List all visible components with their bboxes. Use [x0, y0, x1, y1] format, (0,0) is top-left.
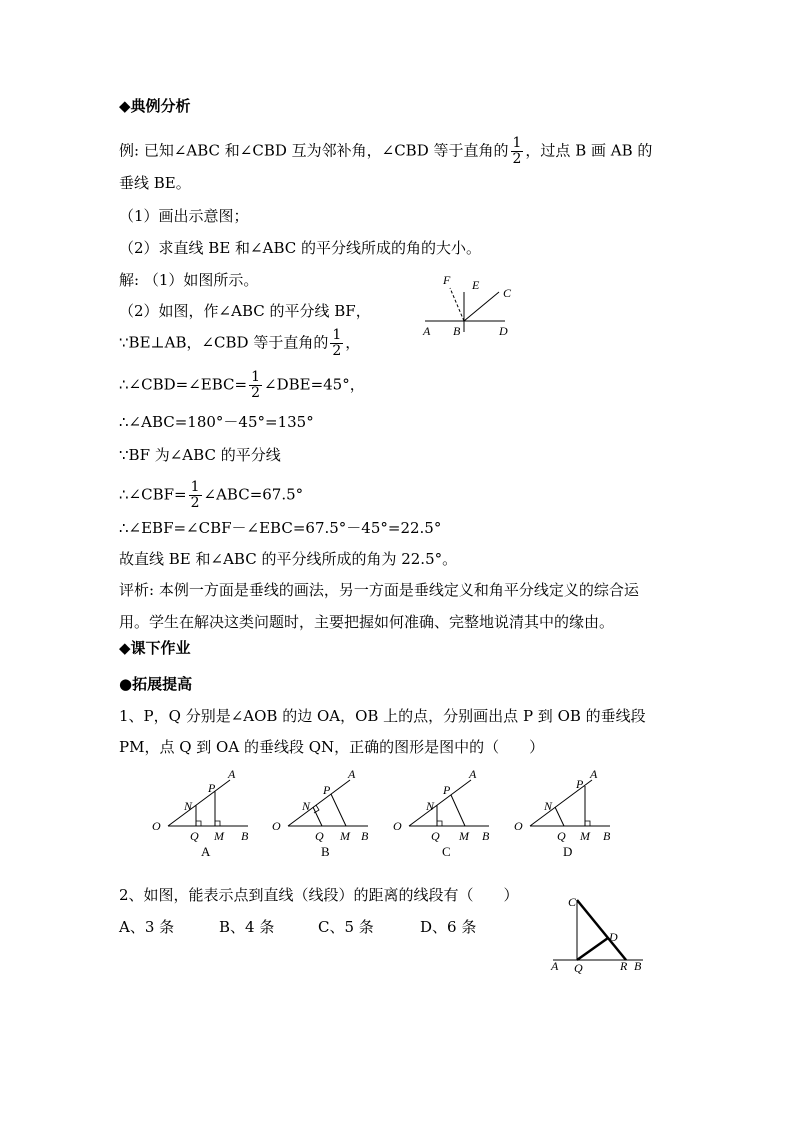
label-a: A: [348, 767, 356, 781]
option-label-a: A: [201, 844, 211, 859]
fraction-denominator: 2: [190, 495, 200, 511]
option-label-b: B: [321, 844, 330, 859]
label-r: R: [620, 959, 628, 973]
label-o: O: [393, 819, 402, 833]
label-p: P: [576, 777, 584, 791]
label-n: N: [544, 799, 553, 813]
label-m: M: [340, 829, 350, 843]
ray-bc: [464, 292, 499, 321]
solution-step-5: ∴∠ABC=180°－45°=135°: [119, 413, 314, 431]
label-b: B: [241, 829, 249, 843]
label-b: B: [482, 829, 490, 843]
fraction-denominator: 2: [332, 343, 342, 359]
right-angle-mark: [437, 821, 442, 826]
fraction-half: [330, 328, 343, 359]
fraction-half: [511, 136, 524, 167]
fraction-denominator: 2: [251, 385, 260, 401]
label-c: C: [503, 286, 512, 300]
solution-step-7-pre: ∴∠CBF=: [119, 485, 187, 504]
ray-oa: [168, 780, 230, 826]
option-label-d: D: [563, 844, 573, 859]
solution-step-7-post: ∠ABC=67.5°: [203, 485, 304, 504]
segment-pm: [331, 794, 346, 826]
right-angle-mark: [196, 821, 201, 826]
segment-pm: [451, 795, 465, 826]
example-figure: [415, 272, 515, 342]
solution-step-4-post: ∠DBE=45°，: [264, 375, 365, 394]
example-question-1: （1）画出示意图；: [119, 207, 249, 225]
solution-step-1: 解: （1）如图所示。: [119, 271, 259, 289]
label-o: O: [272, 819, 281, 833]
problem-1-figure-c: [389, 766, 499, 862]
option-d: D、6 条: [420, 918, 477, 936]
solution-step-3-post: ，: [345, 333, 361, 352]
solution-step-7: [119, 480, 303, 511]
option-b: B、4 条: [219, 918, 275, 936]
label-m: M: [459, 829, 469, 843]
section-heading-example: ◆典例分析: [119, 97, 191, 115]
example-line-1: [119, 136, 652, 167]
problem-2-figure: [548, 890, 648, 980]
segment-cr: [577, 900, 626, 960]
label-a: A: [423, 324, 431, 338]
label-a: A: [228, 767, 236, 781]
label-a: A: [551, 959, 559, 973]
fraction-half: [249, 370, 262, 401]
fraction-denominator: 2: [512, 151, 522, 167]
example-text-post: ，过点 B 画 AB 的: [525, 141, 653, 160]
comment-line-1: 评析: 本例一方面是垂线的画法，另一方面是垂线定义和角平分线定义的综合运: [119, 581, 639, 599]
solution-step-4: [119, 370, 365, 401]
option-a: A、3 条: [119, 918, 175, 936]
label-b: B: [634, 959, 642, 973]
example-line-2: 垂线 BE。: [119, 174, 191, 192]
label-d: D: [609, 930, 618, 944]
fraction-numerator: 1: [251, 369, 260, 385]
right-angle-mark: [215, 821, 220, 826]
label-f: F: [443, 273, 451, 287]
problem-1-figure-d: [510, 766, 620, 862]
option-c: C、5 条: [318, 918, 374, 936]
label-m: M: [214, 829, 224, 843]
label-o: O: [514, 819, 523, 833]
problem-2-options: [119, 917, 499, 937]
label-a: A: [469, 767, 477, 781]
solution-step-6: ∵BF 为∠ABC 的平分线: [119, 446, 281, 464]
right-angle-mark: [585, 821, 590, 826]
example-text-pre: 例: 已知∠ABC 和∠CBD 互为邻补角，∠CBD 等于直角的: [119, 141, 509, 160]
label-b: B: [453, 324, 461, 338]
section-heading-homework: ◆课下作业: [119, 639, 191, 657]
label-q: Q: [190, 829, 199, 843]
label-p: P: [323, 783, 331, 797]
problem-1-line-1: 1、P，Q 分别是∠AOB 的边 OA，OB 上的点，分别画出点 P 到 OB 的垂线段: [119, 707, 646, 725]
solution-step-2: （2）如图，作∠ABC 的平分线 BF，: [119, 302, 371, 320]
label-e: E: [472, 278, 480, 292]
label-p: P: [443, 783, 451, 797]
segment-qn: [313, 807, 322, 826]
fraction-numerator: 1: [190, 479, 200, 495]
label-n: N: [184, 799, 193, 813]
solution-step-4-pre: ∴∠CBD=∠EBC=: [119, 375, 248, 394]
label-q: Q: [315, 829, 324, 843]
fraction-half: [189, 480, 202, 511]
problem-2-line-1: 2、如图，能表示点到直线（线段）的距离的线段有（ ）: [119, 886, 519, 904]
label-n: N: [426, 799, 435, 813]
label-o: O: [152, 819, 161, 833]
solution-step-3: [119, 328, 360, 359]
label-q: Q: [431, 829, 440, 843]
label-c: C: [568, 895, 577, 909]
segment-qd: [577, 938, 608, 960]
ray-bf-dashed: [450, 288, 464, 321]
label-m: M: [580, 829, 590, 843]
solution-conclusion: 故直线 BE 和∠ABC 的平分线所成的角为 22.5°。: [119, 550, 458, 568]
fraction-numerator: 1: [512, 135, 522, 151]
problem-1-figure-a: [148, 766, 258, 862]
comment-line-2: 用。学生在解决这类问题时，主要把握如何准确、完整地说清其中的缘由。: [119, 613, 615, 631]
solution-step-3-pre: ∵BE⊥AB，∠CBD 等于直角的: [119, 333, 329, 352]
solution-step-8: ∴∠EBF=∠CBF－∠EBC=67.5°－45°=22.5°: [119, 519, 442, 537]
label-d: D: [499, 324, 508, 338]
option-label-c: C: [442, 844, 451, 859]
label-b: B: [603, 829, 611, 843]
subsection-heading: ●拓展提高: [119, 675, 193, 693]
label-n: N: [302, 799, 311, 813]
problem-1-line-2: PM，点 Q 到 OA 的垂线段 QN，正确的图形是图中的（ ）: [119, 738, 545, 756]
label-q: Q: [574, 961, 583, 975]
label-p: P: [208, 781, 216, 795]
label-q: Q: [557, 829, 566, 843]
segment-qn: [555, 807, 564, 826]
problem-1-figure-b: [268, 766, 378, 862]
label-a: A: [590, 767, 598, 781]
label-b: B: [361, 829, 369, 843]
example-question-2: （2）求直线 BE 和∠ABC 的平分线所成的角的大小。: [119, 239, 482, 257]
fraction-numerator: 1: [332, 327, 342, 343]
